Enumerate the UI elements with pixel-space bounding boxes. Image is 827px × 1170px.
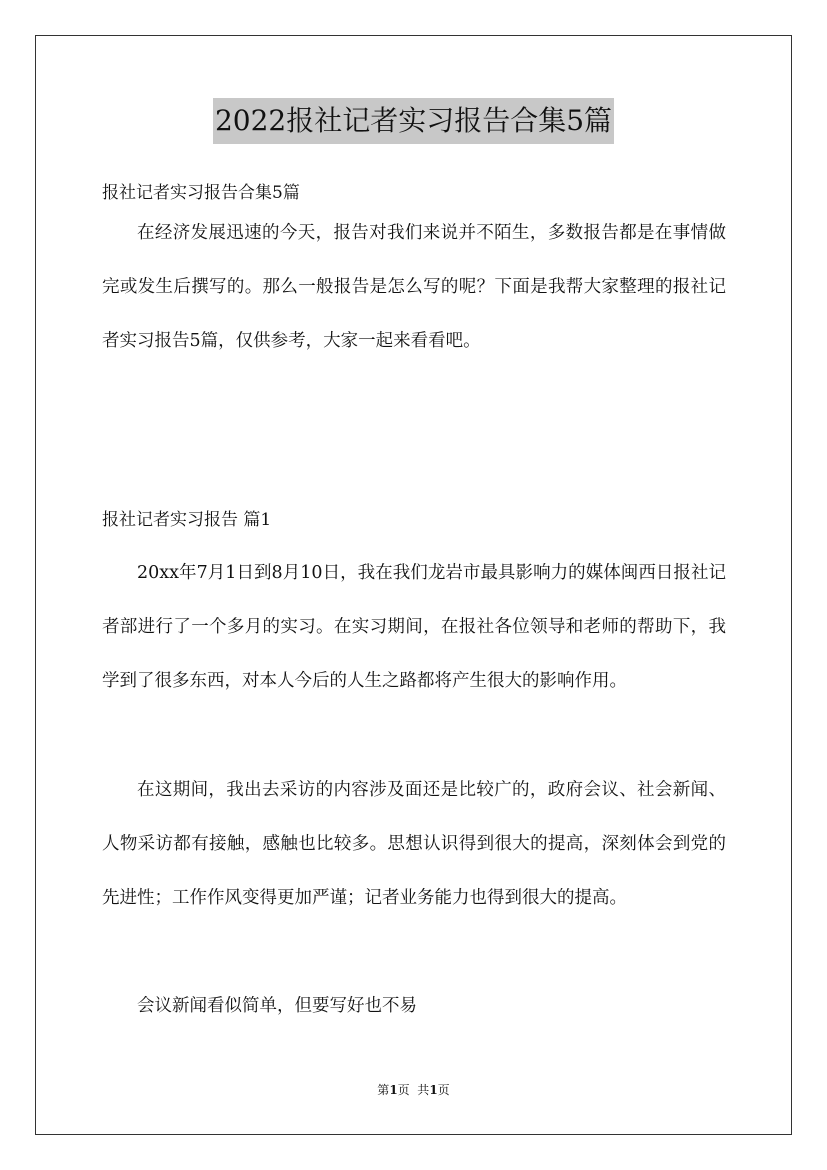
body-paragraph-2: 在这期间，我出去采访的内容涉及面还是比较广的，政府会议、社会新闻、人物采访都有接触，感触也比较多。思想认识得到很大的提高，深刻体会到党的先进性；工作作风变得更加严谨；记者业务能力也得到很大的提高。 (102, 780, 726, 908)
intro-paragraph: 在经济发展迅速的今天，报告对我们来说并不陌生，多数报告都是在事情做完或发生后撰写的。那么一般报告是怎么写的呢？下面是我帮大家整理的报社记者实习报告5篇，仅供参考，大家一起来看看吧。 (102, 223, 726, 351)
title-container (0, 98, 827, 144)
footer-page-total: 1 (429, 1083, 438, 1097)
document-title: 2022报社记者实习报告合集5篇 (213, 98, 614, 144)
footer-page-prefix: 第 (377, 1083, 390, 1097)
section-heading: 报社记者实习报告 篇1 (102, 510, 272, 530)
page-footer (0, 1080, 827, 1100)
document-subtitle: 报社记者实习报告合集5篇 (102, 183, 300, 203)
footer-page-suffix: 页 (437, 1083, 450, 1097)
body-paragraph-3: 会议新闻看似简单，但要写好也不易 (137, 996, 417, 1016)
body-paragraph-1: 20xx年7月1日到8月10日，我在我们龙岩市最具影响力的媒体闽西日报社记者部进行了一个多月的实习。在实习期间，在报社各位领导和老师的帮助下，我学到了很多东西，对本人今后的人生之路都将产生很大的影响作用。 (102, 563, 726, 691)
footer-page-number: 1 (389, 1083, 398, 1097)
footer-page-mid: 页 共 (397, 1083, 430, 1097)
